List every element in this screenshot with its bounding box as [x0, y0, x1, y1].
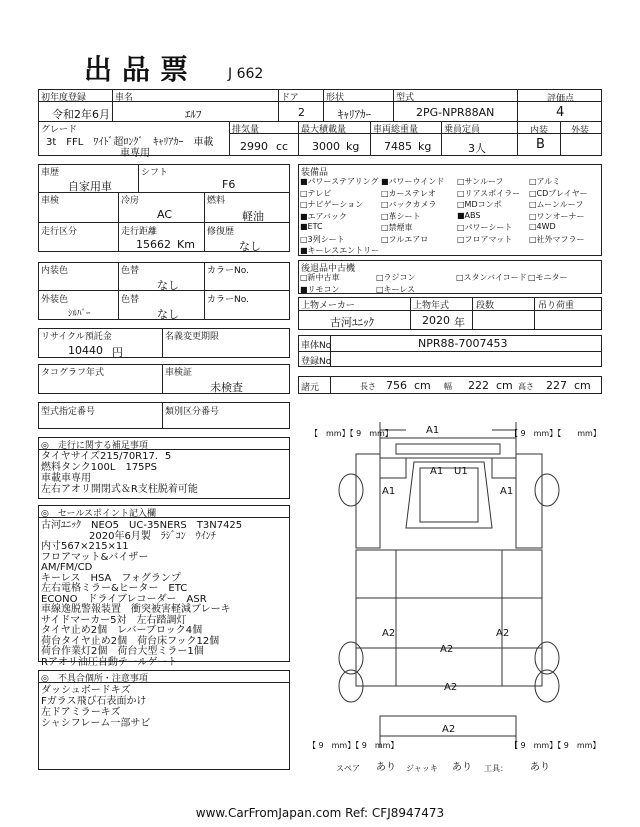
text-line: 2020年6月製 ﾗｼﾞｺﾝ ｳｲﾝﾁ — [89, 530, 216, 542]
vehicle-damage-diagram — [296, 418, 602, 758]
name-change-label: 名義変更期限 — [165, 332, 220, 342]
model-label: 型式 — [396, 93, 415, 103]
after-part-item: □キーレス — [376, 285, 416, 294]
text-line: 左右アオリ開閉式＆R支柱脱着可能 — [41, 484, 198, 495]
after-part-item: □ラジコン — [376, 273, 416, 282]
equipment-item: □禁煙車 — [381, 223, 413, 232]
equipment-item: □3列シート — [300, 234, 345, 244]
displacement-label: 排気量 — [232, 125, 260, 135]
text-line: サイドマーカー5対 左右踏調灯 — [41, 614, 187, 626]
exterior-color-value: ｼﾙﾊﾞｰ — [68, 309, 91, 319]
height-unit: cm — [574, 379, 591, 392]
score-label: 評価点 — [547, 94, 575, 104]
recycle-unit: 円 — [112, 346, 123, 359]
max-load-label: 最大積載量 — [301, 125, 347, 135]
upper-maker-label: 上物メーカー — [301, 301, 355, 311]
equipment-item: ■エアバック — [300, 211, 347, 221]
recycle-label: リサイクル預託金 — [41, 332, 112, 342]
text-line: ECONO ドライブレコーダー ASR — [41, 593, 207, 605]
tread-bottom-right: 【 9 mm】【 9 mm】 — [510, 741, 601, 750]
mileage-value: 15662 — [136, 238, 171, 251]
mark-a2-left: A2 — [382, 628, 396, 639]
exterior-color-label: 外装色 — [41, 295, 69, 305]
equipment-item: □サンルーフ — [457, 177, 504, 186]
exterior-color-change-value: なし — [157, 308, 179, 321]
mark-a1-windshield: A1 — [430, 466, 444, 477]
after-part-item: □スタンバイコード — [456, 273, 527, 282]
equipment-item: □フロアマット — [457, 234, 513, 244]
mileage-label: 走行距離 — [121, 227, 158, 237]
equipment-item: □ナビゲーション — [300, 200, 364, 209]
stage-label: 段数 — [476, 301, 495, 311]
text-line: 車載車専用 — [41, 473, 91, 484]
tread-bottom-left: 【 9 mm】【 9 mm】 — [308, 741, 399, 750]
exterior-color-change-label: 色替 — [121, 295, 140, 305]
equipment-item: ■キーレスエントリー — [300, 246, 380, 255]
upper-year-value: 2020 — [422, 314, 450, 327]
displacement-unit: cc — [276, 140, 289, 153]
upper-year-label: 上物年式 — [413, 301, 450, 311]
length-unit: cm — [414, 379, 431, 392]
first-reg-label: 初年度登録 — [41, 93, 87, 103]
capacity-label: 乗員定員 — [444, 125, 481, 135]
text-line: シャシフレーム一部サビ — [41, 718, 151, 729]
width-unit: cm — [496, 379, 513, 392]
first-reg-value: 令和2年6月 — [52, 108, 110, 121]
fuel-label: 燃料 — [207, 196, 226, 206]
text-line: ダッシュボードキズ — [41, 685, 131, 696]
max-load-value: 3000 — [312, 140, 340, 153]
chassis-label: 車体No — [301, 341, 332, 351]
grade-line2: 車専用 — [120, 148, 150, 159]
equipment-label: 装備品 — [301, 168, 329, 178]
mark-a2-bed-rear: A2 — [444, 682, 458, 693]
spare-value: あり — [376, 762, 396, 773]
gross-weight-label: 車両総重量 — [373, 125, 419, 135]
equipment-item: ■ABS — [457, 210, 481, 220]
type-cert-label: 型式指定番号 — [41, 407, 96, 417]
interior-color-no-label: カラーNo. — [207, 266, 249, 276]
text-line: 左右電格ミラー&ヒーター ETC — [41, 583, 188, 594]
equipment-item: □パワーシート — [457, 223, 513, 232]
shift-value: F6 — [222, 178, 236, 191]
equipment-item: □MDコンポ — [457, 200, 502, 209]
hoist-load-label: 吊り荷重 — [538, 301, 575, 311]
equipment-item: □社外マフラー — [529, 234, 585, 244]
tread-top-right: 【 9 mm】【 mm】 — [510, 429, 601, 438]
tacho-label: タコグラフ年式 — [41, 368, 105, 378]
mileage-unit: Km — [177, 238, 195, 251]
tread-top-left: 【 mm】【 9 mm】 — [310, 429, 393, 438]
mark-a2-tail: A2 — [442, 724, 456, 735]
text-line: 車線逸脱警報装置 衝突被害軽減ブレーキ — [41, 604, 231, 615]
footer-ref: www.CarFromJapan.com Ref: CFJ8947473 — [195, 806, 445, 820]
aircon-value: AC — [157, 208, 173, 221]
text-line: フロアマット&バイザー — [41, 551, 149, 563]
text-line: 内寸567×215×11 — [41, 541, 129, 552]
text-line: タイヤサイズ215/70R17．5 — [41, 451, 172, 462]
history-label: 車歴 — [41, 168, 60, 178]
sales-points-title: ◎ セールスポイント記入欄 — [41, 509, 157, 519]
running-notes-title: ◎ 走行に関する補足事項 — [41, 441, 148, 451]
mark-a1-top: A1 — [426, 425, 440, 436]
text-line: 荷台作業灯2個 荷台大型ミラー1個 — [41, 646, 204, 657]
equipment-item: □テレビ — [300, 188, 332, 198]
spare-label: スペア — [336, 764, 360, 773]
grade-label: グレード — [41, 125, 78, 135]
jack-label: ジャッキ — [406, 764, 438, 773]
width-value: 222 — [468, 379, 489, 392]
mileage-zone-label: 走行区分 — [41, 227, 78, 237]
after-part-item: ■リモコン — [300, 285, 340, 294]
aircon-label: 冷房 — [121, 196, 140, 206]
equipment-item: □革シート — [381, 211, 421, 221]
text-line: Fガラス飛び石表面かけ — [41, 696, 147, 707]
interior-color-change-value: なし — [157, 279, 179, 292]
history-value: 自家用車 — [68, 180, 112, 193]
equipment-item: □ムーンルーフ — [529, 200, 584, 209]
recycle-value: 10440 — [68, 344, 103, 357]
text-line: 荷台タイヤ止め2個 荷台床フック12個 — [41, 635, 220, 647]
capacity-value: 3人 — [468, 142, 486, 155]
equipment-item: □フルエアロ — [381, 234, 429, 244]
model-value: 2PG-NPR88AN — [416, 106, 495, 119]
equipment-item: □カーステレオ — [381, 188, 436, 198]
exterior-color-no-label: カラーNo. — [207, 295, 249, 305]
upper-maker-value: 古河ﾕﾆｯｸ — [330, 316, 374, 329]
max-load-unit: kg — [346, 140, 360, 153]
regdoc-value: 未検査 — [210, 381, 243, 394]
after-part-item: □モニター — [528, 273, 568, 282]
text-line: 左ドアミラーキズ — [41, 707, 121, 718]
equipment-item: ■ETC — [300, 222, 323, 231]
mark-a2-right: A2 — [496, 628, 510, 639]
text-line: タイヤ止め2個 レバーブロック4個 — [41, 625, 203, 636]
interior-grade-label: 内装 — [530, 126, 549, 136]
interior-color-label: 内装色 — [41, 266, 69, 276]
displacement-value: 2990 — [240, 140, 268, 153]
after-parts-label: 後退品中古機 — [301, 264, 356, 274]
length-label: 長さ — [360, 382, 376, 391]
text-line: キーレス HSA フォグランプ — [41, 572, 181, 584]
inspection-label: 車検 — [41, 196, 60, 206]
class-code-label: 類別区分番号 — [165, 407, 220, 417]
equipment-item: □バックカメラ — [381, 200, 437, 209]
after-part-item: □新中古車 — [300, 273, 340, 282]
equipment-item: □アルミ — [529, 177, 561, 186]
score-value: 4 — [556, 105, 565, 120]
car-name-label: 車名 — [115, 93, 134, 103]
mark-a1-right: A1 — [500, 486, 514, 497]
repair-value: なし — [239, 240, 261, 253]
equipment-item: □ワンオーナー — [529, 211, 585, 221]
exterior-grade-label: 外装 — [571, 126, 590, 136]
dimensions-label: 諸元 — [301, 383, 320, 393]
defects-title: ◎ 不具合個所・注意事項 — [41, 674, 148, 684]
shift-label: シフト — [141, 168, 169, 178]
interior-grade-value: B — [536, 137, 545, 152]
equipment-item: □リアスポイラー — [457, 188, 521, 198]
equipment-item: ■パワーウインド — [381, 177, 445, 186]
width-label: 幅 — [444, 382, 452, 391]
shape-label: 形状 — [326, 93, 345, 103]
equipment-item: ■パワーステアリング — [300, 177, 379, 186]
height-label: 高さ — [518, 382, 534, 391]
interior-color-change-label: 色替 — [121, 266, 140, 276]
registration-label: 登録No — [301, 357, 332, 367]
page-title: 出品票 — [84, 53, 199, 86]
height-value: 227 — [546, 379, 567, 392]
text-line: Rアオリ油圧自動テールゲート — [41, 656, 178, 668]
repair-label: 修復歴 — [207, 227, 235, 237]
text-line: AM/FM/CD — [41, 562, 93, 573]
length-value: 756 — [386, 379, 407, 392]
grade-line1: 3t FFL ﾜｲﾄﾞ超ﾛﾝｸﾞ ｷｬﾘｱｶｰ 車載 — [46, 137, 214, 148]
mark-a1-left: A1 — [382, 486, 396, 497]
jack-value: あり — [452, 762, 472, 773]
door-value: 2 — [298, 106, 305, 119]
fuel-value: 軽油 — [242, 210, 264, 223]
door-label: ドア — [281, 93, 299, 103]
gross-weight-value: 7485 — [384, 140, 412, 153]
text-line: 燃料タンク100L 175PS — [41, 462, 157, 473]
equipment-item: □4WD — [529, 222, 556, 231]
gross-weight-unit: kg — [418, 140, 432, 153]
chassis-value: NPR88-7007453 — [418, 337, 508, 350]
car-name-value: ｴﾙﾌ — [185, 108, 202, 121]
shape-value: ｷｬﾘｱｶｰ — [338, 108, 371, 121]
tool-value: あり — [530, 762, 550, 773]
regdoc-label: 車検証 — [165, 368, 193, 378]
equipment-item: □CDプレイヤー — [529, 188, 588, 198]
lot-number: J 662 — [228, 66, 264, 82]
tool-label: 工具： — [484, 764, 508, 773]
text-line: 古河ﾕﾆｯｸ NEO5 UC-35NERS T3N7425 — [41, 520, 243, 531]
upper-year-unit: 年 — [454, 316, 465, 329]
mark-u1-windshield: U1 — [454, 466, 468, 477]
mark-a2-bed: A2 — [440, 644, 454, 655]
